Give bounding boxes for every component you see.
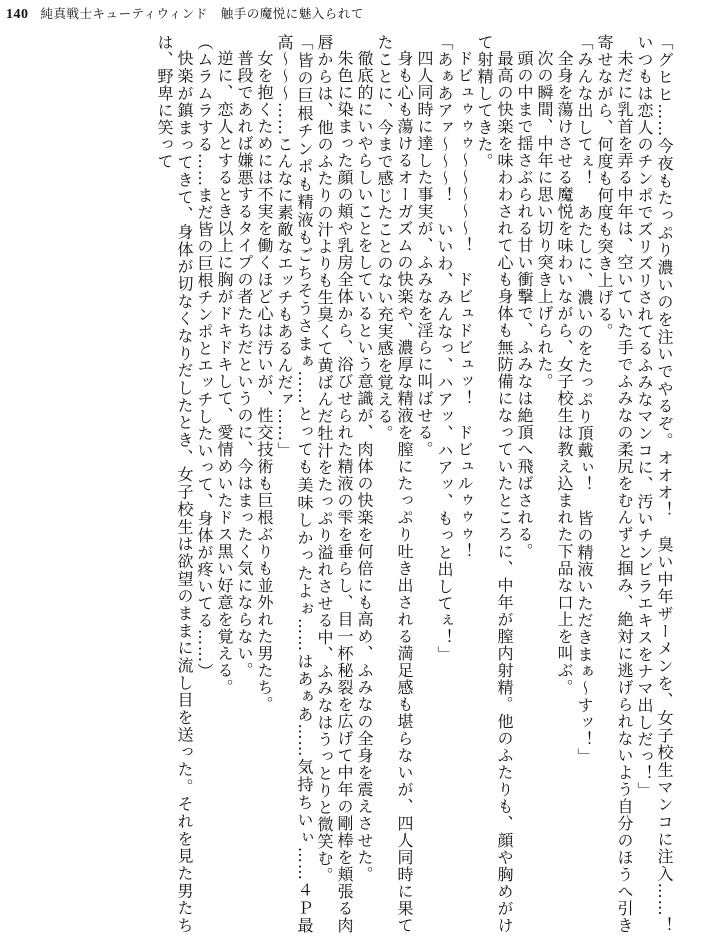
paragraph: 身も心も蕩けるオーガズムの快楽や、濃厚な精液を膣にたっぷり吐き出される満足感も堪らないが、四人同時に果てたことに、今まで感じたことのない充実感を覚える。 [375,34,414,934]
page-number: 140 [6,7,29,22]
paragraph: 「あぁあアァ〜〜〜！ いいわ、みんなっ、ハアッ、ハアッ、もっと出してぇ！」 [435,34,454,663]
paragraph: 「グヒヒ……今夜もたっぷり濃いのを注いでやるぞ。オオオ！ 臭い中年ザーメンを、女子校生マンコに注入……！ いつもは恋人のチンポでズリズリされてるふみなマンコに、汚いチンビラエキスをナマ出しだっ！」 [635,34,674,934]
paragraph: 全身を蕩けさせる魔悦を味わいながら、女子校生は教え込まれた下品な口上を叫ぶ。 [555,50,574,696]
page-header [6,4,704,26]
paragraph: ドビュゥゥゥ〜〜〜〜〜！ ドビュドビュッ！ ドビュルゥゥゥ！ [455,50,474,560]
running-title: 純真戦士キューティウィンド 触手の魔悦に魅入られて [40,6,364,21]
paragraph: 女を抱くためには不実を働くほど心は汚いが、性交技術も巨根ぶりも並外れた男たち。 [255,50,274,713]
paragraph: 「みんな出してぇ！ あたしに、濃いのをたっぷり頂戴ぃ！ 皆の精液いただきまぁ〜すッ！」 [575,34,594,765]
paragraph: 次の瞬間、中年に思い切り突き上げられた。 [535,50,554,390]
paragraph: 徹底的にいやらしいことをしているという意識が、肉体の快楽を何倍にも高め、ふみなの全身を震えさせた。 [355,50,374,883]
paragraph: 逆に、恋人とするとき以上に胸がドキドキして、愛情めいたドス黒い好意を覚える。 [215,50,234,696]
paragraph: （ムラムラする……まだ皆の巨根チンポとエッチしたいって、身体が疼いてる……） [195,34,214,680]
paragraph: 四人同時に達した事実が、ふみなを淫らに叫ばせる。 [415,50,434,458]
paragraph: 「皆の巨根チンポも精液もごちそうさまぁ……とっても美味しかったよぉ……はあぁあ……気持ちいぃ……４Ｐ最高〜〜〜……こんなに素敵なエッチもあるんだァ……」 [275,34,314,934]
body-text [40,34,674,934]
paragraph: 未だに乳首を弄る中年は、空いていた手でふみなの柔尻をむんずと掴み、絶対に逃げられないよう自分のほうへ引き寄せながら、何度も何度も突き上げる。 [595,34,634,934]
paragraph: 最高の快楽を味わわされて心も身体も無防備になっていたところに、中年が膣内射精。他のふたりも、顔や胸めがけて射精してきた。 [475,34,514,934]
paragraph: 頭の中まで揺さぶられる甘い衝撃で、ふみなは絶頂へ飛ばされる。 [515,50,534,560]
paragraph: 普段であれば嫌悪するタイプの者たちだというのに、今はまったく気にならない。 [235,50,254,679]
paragraph: 朱色に染まった顔の頬や乳房全体から、浴びせられた精液の雫を垂らし、目一杯秘裂を広げて中年の剛棒を頬張る肉唇からは、他のふたりの汁よりも生臭くて黄ばんだ牡汁をたっぷり溢れさせる中、ふみなはうっとりと微笑む。 [315,34,354,934]
paragraph: 快楽が鎮まってきて、身体が切なくなりだしたとき、女子校生は欲望のままに流し目を送った。それを見た男たちは、野卑に笑って [155,34,194,934]
